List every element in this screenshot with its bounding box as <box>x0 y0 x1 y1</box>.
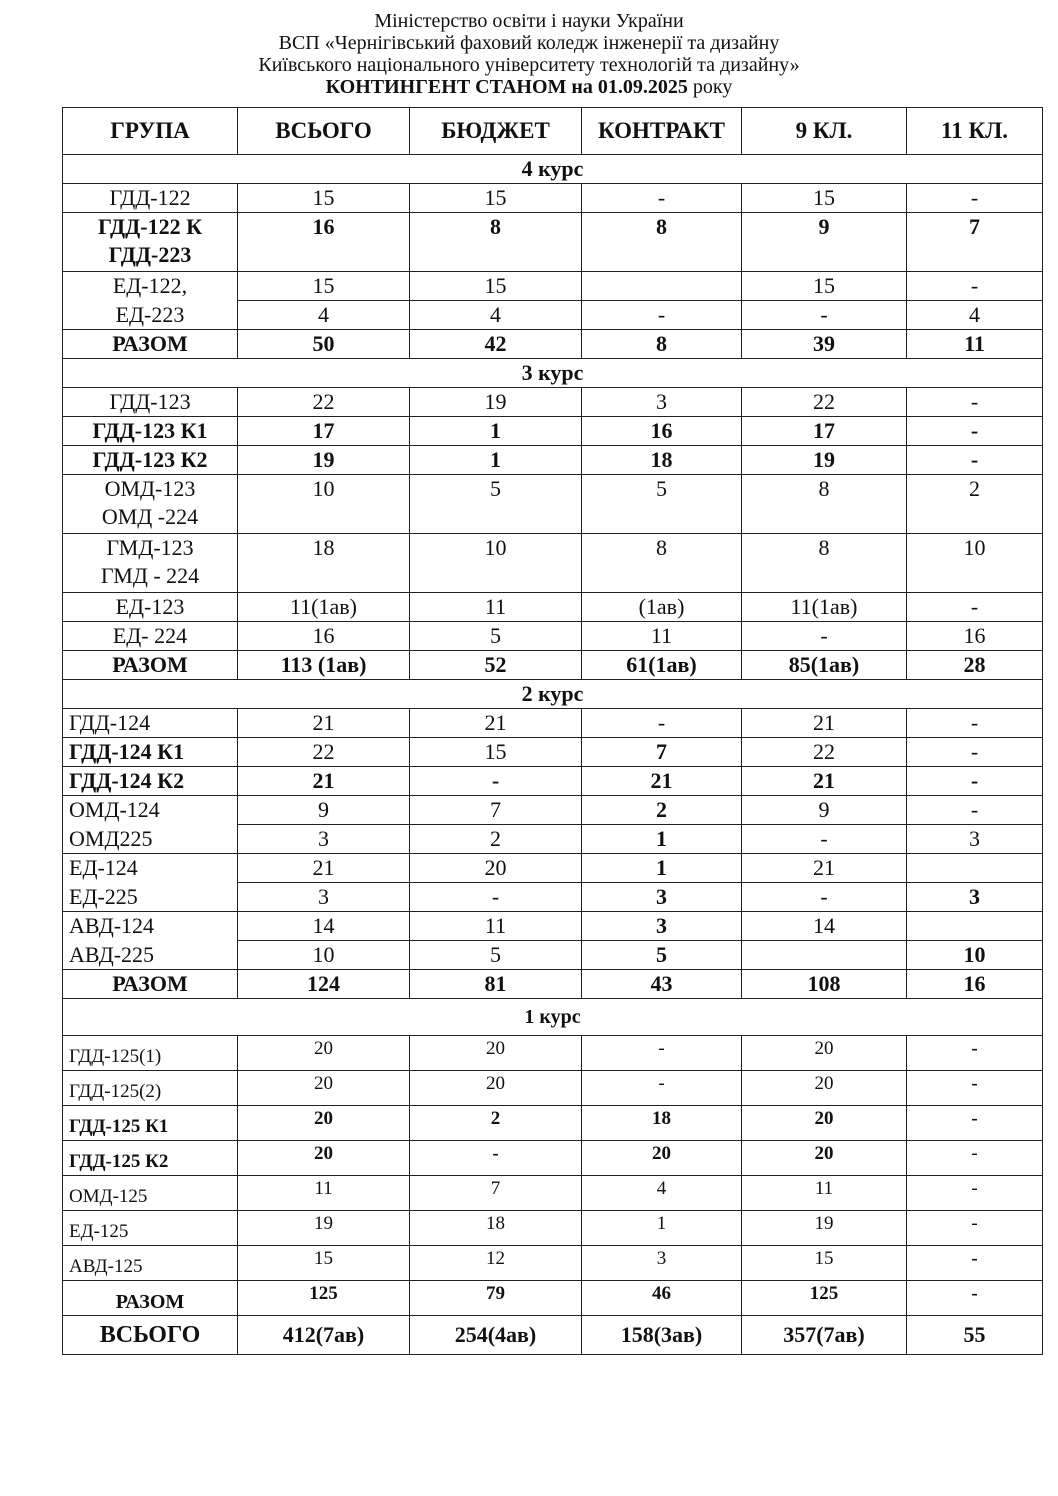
section-title: 3 курс <box>63 359 1043 388</box>
subtotal-row <box>63 1281 1043 1316</box>
cell-budget: 15 <box>410 184 582 213</box>
cell-grade-11: 7 <box>907 213 1043 272</box>
group-name: ГДД-125(1) <box>63 1036 238 1071</box>
column-header-group: ГРУПА <box>63 108 238 155</box>
cell-total: 9 <box>238 796 410 825</box>
cell-grade-11: - <box>907 593 1043 622</box>
group-name: ГДД-123 <box>63 388 238 417</box>
cell-contract: 8 <box>582 213 742 272</box>
cell-total: 15 <box>238 1246 410 1281</box>
cell-contract: 158(3ав) <box>582 1316 742 1355</box>
cell-budget: 254(4ав) <box>410 1316 582 1355</box>
cell-contract: 18 <box>582 446 742 475</box>
group-name: ГДД-122 К ГДД-223 <box>63 213 238 272</box>
cell-grade-11 <box>907 912 1043 941</box>
table-row <box>63 593 1043 622</box>
cell-budget: 7 <box>410 1176 582 1211</box>
cell-total: 16 <box>238 213 410 272</box>
cell-contract: - <box>582 1036 742 1071</box>
cell-grade-9: 20 <box>742 1106 907 1141</box>
group-name: ГДД-122 <box>63 184 238 213</box>
cell-grade-9: 357(7ав) <box>742 1316 907 1355</box>
cell-budget: 8 <box>410 213 582 272</box>
table-row <box>63 941 1043 970</box>
table-row <box>63 854 1043 883</box>
group-name: ГМД-123 ГМД - 224 <box>63 534 238 593</box>
cell-contract: 16 <box>582 417 742 446</box>
cell-grade-9: 19 <box>742 1211 907 1246</box>
group-name: АВД-124 <box>63 912 238 941</box>
cell-grade-11: 10 <box>907 534 1043 593</box>
title-tail: року <box>687 76 733 98</box>
group-name: ЕД- 224 <box>63 622 238 651</box>
cell-contract <box>582 272 742 301</box>
cell-budget: 52 <box>410 651 582 680</box>
cell-budget: 18 <box>410 1211 582 1246</box>
cell-budget: 42 <box>410 330 582 359</box>
cell-grade-9: 11(1ав) <box>742 593 907 622</box>
cell-grade-9: 125 <box>742 1281 907 1316</box>
subtotal-label: РАЗОМ <box>63 970 238 999</box>
table-row <box>63 796 1043 825</box>
subtotal-label: РАЗОМ <box>63 651 238 680</box>
column-header-grade-9: 9 КЛ. <box>742 108 907 155</box>
cell-budget: - <box>410 883 582 912</box>
cell-total: 21 <box>238 854 410 883</box>
group-name: ЕД-123 <box>63 593 238 622</box>
table-row <box>63 272 1043 301</box>
college-name-line-1: ВСП «Чернігівський фаховий коледж інженерії та дизайну <box>278 32 780 54</box>
table-row <box>63 1211 1043 1246</box>
group-name: ГДД-123 К1 <box>63 417 238 446</box>
cell-contract: 3 <box>582 883 742 912</box>
cell-total: 11 <box>238 1176 410 1211</box>
cell-total: 16 <box>238 622 410 651</box>
table-row <box>63 417 1043 446</box>
cell-budget: 5 <box>410 622 582 651</box>
group-name: ЕД-125 <box>63 1211 238 1246</box>
cell-grade-11: - <box>907 1071 1043 1106</box>
cell-grade-9: 20 <box>742 1071 907 1106</box>
cell-budget: 11 <box>410 593 582 622</box>
cell-total: 14 <box>238 912 410 941</box>
table-row <box>63 446 1043 475</box>
cell-total: 21 <box>238 767 410 796</box>
cell-grade-9: 11 <box>742 1176 907 1211</box>
cell-contract: (1ав) <box>582 593 742 622</box>
cell-contract: - <box>582 1071 742 1106</box>
cell-contract: 3 <box>582 912 742 941</box>
cell-contract: 21 <box>582 767 742 796</box>
cell-contract: 7 <box>582 738 742 767</box>
column-header-total: ВСЬОГО <box>238 108 410 155</box>
table-row <box>63 1246 1043 1281</box>
table-row <box>63 825 1043 854</box>
cell-total: 3 <box>238 825 410 854</box>
cell-budget: 5 <box>410 941 582 970</box>
cell-grade-11: - <box>907 1246 1043 1281</box>
cell-grade-9: 15 <box>742 272 907 301</box>
cell-grade-11: - <box>907 709 1043 738</box>
group-name: ГДД-124 <box>63 709 238 738</box>
cell-total: 3 <box>238 883 410 912</box>
cell-contract: 11 <box>582 622 742 651</box>
cell-grade-11: - <box>907 796 1043 825</box>
table-row <box>63 738 1043 767</box>
cell-grade-11: - <box>907 272 1043 301</box>
group-name: ОМД-124 <box>63 796 238 825</box>
cell-budget: 1 <box>410 417 582 446</box>
cell-grade-9: 39 <box>742 330 907 359</box>
section-year-4 <box>63 155 1043 359</box>
cell-grade-11: - <box>907 184 1043 213</box>
table-row <box>63 767 1043 796</box>
cell-budget: 7 <box>410 796 582 825</box>
cell-grade-11: - <box>907 1176 1043 1211</box>
group-name: ЕД-223 <box>63 301 238 330</box>
cell-total: 19 <box>238 446 410 475</box>
section-year-2 <box>63 680 1043 999</box>
cell-budget: 11 <box>410 912 582 941</box>
table-row <box>63 883 1043 912</box>
cell-budget: 19 <box>410 388 582 417</box>
cell-grade-11: 11 <box>907 330 1043 359</box>
cell-budget: 2 <box>410 825 582 854</box>
cell-total: 412(7ав) <box>238 1316 410 1355</box>
cell-total: 19 <box>238 1211 410 1246</box>
cell-grade-11: 10 <box>907 941 1043 970</box>
cell-contract: 5 <box>582 941 742 970</box>
cell-grade-9: 21 <box>742 709 907 738</box>
cell-total: 22 <box>238 388 410 417</box>
cell-budget: 20 <box>410 1036 582 1071</box>
cell-grade-9: - <box>742 825 907 854</box>
cell-grade-9: 8 <box>742 475 907 534</box>
table-row <box>63 184 1043 213</box>
cell-total: 20 <box>238 1106 410 1141</box>
cell-budget: - <box>410 1141 582 1176</box>
cell-grade-9: 8 <box>742 534 907 593</box>
cell-contract: 46 <box>582 1281 742 1316</box>
cell-contract: 5 <box>582 475 742 534</box>
subtotal-row <box>63 970 1043 999</box>
cell-budget: 21 <box>410 709 582 738</box>
column-header-budget: БЮДЖЕТ <box>410 108 582 155</box>
cell-contract: - <box>582 709 742 738</box>
cell-total: 21 <box>238 709 410 738</box>
cell-grade-9: 85(1ав) <box>742 651 907 680</box>
section-title: 2 курс <box>63 680 1043 709</box>
cell-budget: 2 <box>410 1106 582 1141</box>
cell-grade-11: - <box>907 446 1043 475</box>
group-name: ОМД225 <box>63 825 238 854</box>
cell-grade-11: - <box>907 1211 1043 1246</box>
cell-grade-9: - <box>742 622 907 651</box>
cell-grade-11: - <box>907 1106 1043 1141</box>
cell-budget: 10 <box>410 534 582 593</box>
table-row <box>63 534 1043 593</box>
cell-grade-11: 16 <box>907 622 1043 651</box>
grand-total-row <box>63 1316 1043 1355</box>
cell-budget: 12 <box>410 1246 582 1281</box>
cell-grade-9: 9 <box>742 796 907 825</box>
cell-grade-11: 55 <box>907 1316 1043 1355</box>
cell-total: 18 <box>238 534 410 593</box>
cell-grade-11: 3 <box>907 883 1043 912</box>
cell-contract: 20 <box>582 1141 742 1176</box>
cell-grade-9: - <box>742 301 907 330</box>
cell-grade-11: 4 <box>907 301 1043 330</box>
group-name: ГДД-123 К2 <box>63 446 238 475</box>
cell-grade-9: 20 <box>742 1141 907 1176</box>
table-row <box>63 709 1043 738</box>
group-name: ГДД-124 К2 <box>63 767 238 796</box>
cell-total: 15 <box>238 184 410 213</box>
table-row <box>63 1036 1043 1071</box>
cell-grade-9: 108 <box>742 970 907 999</box>
cell-budget: 15 <box>410 738 582 767</box>
contingent-table <box>62 107 1043 1355</box>
cell-budget: 5 <box>410 475 582 534</box>
table-row <box>63 1071 1043 1106</box>
cell-grade-9: 15 <box>742 1246 907 1281</box>
cell-grade-11: - <box>907 1141 1043 1176</box>
cell-grade-11: 28 <box>907 651 1043 680</box>
cell-grade-11: - <box>907 1036 1043 1071</box>
cell-contract: 1 <box>582 854 742 883</box>
cell-grade-9: 21 <box>742 767 907 796</box>
group-name: ГДД-125 К1 <box>63 1106 238 1141</box>
cell-total: 125 <box>238 1281 410 1316</box>
cell-contract: - <box>582 301 742 330</box>
grand-total-section <box>63 1316 1043 1355</box>
column-header-grade-11: 11 КЛ. <box>907 108 1043 155</box>
table-header-row <box>63 108 1043 155</box>
cell-grade-9: 15 <box>742 184 907 213</box>
cell-grade-11: - <box>907 1281 1043 1316</box>
ministry-name: Міністерство освіти і науки України <box>374 10 684 32</box>
cell-budget: 1 <box>410 446 582 475</box>
cell-contract: 8 <box>582 534 742 593</box>
cell-total: 11(1ав) <box>238 593 410 622</box>
column-header-contract: КОНТРАКТ <box>582 108 742 155</box>
group-name: ГДД-125 К2 <box>63 1141 238 1176</box>
table-row <box>63 1106 1043 1141</box>
cell-grade-11: 16 <box>907 970 1043 999</box>
group-name: АВД-125 <box>63 1246 238 1281</box>
group-name: ОМД-123 ОМД -224 <box>63 475 238 534</box>
cell-grade-9: 14 <box>742 912 907 941</box>
cell-total: 10 <box>238 475 410 534</box>
table-row <box>63 1141 1043 1176</box>
cell-grade-9: - <box>742 883 907 912</box>
section-year-3 <box>63 359 1043 680</box>
cell-total: 20 <box>238 1036 410 1071</box>
cell-grade-9: 9 <box>742 213 907 272</box>
group-name: ОМД-125 <box>63 1176 238 1211</box>
cell-contract: 8 <box>582 330 742 359</box>
table-row <box>63 912 1043 941</box>
cell-grade-9: 22 <box>742 738 907 767</box>
cell-total: 22 <box>238 738 410 767</box>
group-name: ЕД-225 <box>63 883 238 912</box>
subtotal-label: РАЗОМ <box>63 330 238 359</box>
group-name: ГДД-125(2) <box>63 1071 238 1106</box>
table-row <box>63 475 1043 534</box>
group-name: ЕД-124 <box>63 854 238 883</box>
cell-grade-11: - <box>907 738 1043 767</box>
table-row <box>63 388 1043 417</box>
cell-contract: 4 <box>582 1176 742 1211</box>
group-name: ГДД-124 К1 <box>63 738 238 767</box>
cell-grade-11: 2 <box>907 475 1043 534</box>
cell-contract: 3 <box>582 388 742 417</box>
subtotal-row <box>63 651 1043 680</box>
document-header <box>0 10 1058 98</box>
cell-budget: 79 <box>410 1281 582 1316</box>
document-title <box>0 76 1058 98</box>
section-title: 4 курс <box>63 155 1043 184</box>
table-row <box>63 622 1043 651</box>
cell-contract: 2 <box>582 796 742 825</box>
cell-grade-9: 22 <box>742 388 907 417</box>
cell-total: 20 <box>238 1141 410 1176</box>
cell-total: 17 <box>238 417 410 446</box>
table-row <box>63 301 1043 330</box>
cell-total: 10 <box>238 941 410 970</box>
college-name-line-2: Київського національного університету технологій та дизайну» <box>258 54 800 76</box>
title-main: КОНТИНГЕНТ СТАНОМ на 01.09.2025 <box>325 76 688 98</box>
cell-budget: 81 <box>410 970 582 999</box>
cell-grade-11 <box>907 854 1043 883</box>
cell-total: 50 <box>238 330 410 359</box>
cell-grade-11: 3 <box>907 825 1043 854</box>
group-name: АВД-225 <box>63 941 238 970</box>
cell-contract: 18 <box>582 1106 742 1141</box>
cell-grade-11: - <box>907 767 1043 796</box>
cell-total: 113 (1ав) <box>238 651 410 680</box>
cell-budget: 4 <box>410 301 582 330</box>
cell-grade-9 <box>742 941 907 970</box>
cell-budget: 15 <box>410 272 582 301</box>
cell-total: 15 <box>238 272 410 301</box>
cell-contract: 1 <box>582 1211 742 1246</box>
table-row <box>63 213 1043 272</box>
cell-grade-11: - <box>907 388 1043 417</box>
section-year-1 <box>63 999 1043 1316</box>
cell-contract: - <box>582 184 742 213</box>
section-title: 1 курс <box>63 999 1043 1036</box>
cell-grade-9: 21 <box>742 854 907 883</box>
cell-contract: 61(1ав) <box>582 651 742 680</box>
cell-grade-9: 20 <box>742 1036 907 1071</box>
table-row <box>63 1176 1043 1211</box>
cell-grade-9: 17 <box>742 417 907 446</box>
grand-total-label: ВСЬОГО <box>63 1316 238 1355</box>
cell-budget: 20 <box>410 854 582 883</box>
cell-total: 124 <box>238 970 410 999</box>
subtotal-label: РАЗОМ <box>63 1281 238 1316</box>
group-name: ЕД-122, <box>63 272 238 301</box>
cell-budget: - <box>410 767 582 796</box>
cell-contract: 43 <box>582 970 742 999</box>
cell-total: 20 <box>238 1071 410 1106</box>
cell-grade-11: - <box>907 417 1043 446</box>
cell-grade-9: 19 <box>742 446 907 475</box>
cell-contract: 3 <box>582 1246 742 1281</box>
cell-total: 4 <box>238 301 410 330</box>
cell-contract: 1 <box>582 825 742 854</box>
subtotal-row <box>63 330 1043 359</box>
cell-budget: 20 <box>410 1071 582 1106</box>
